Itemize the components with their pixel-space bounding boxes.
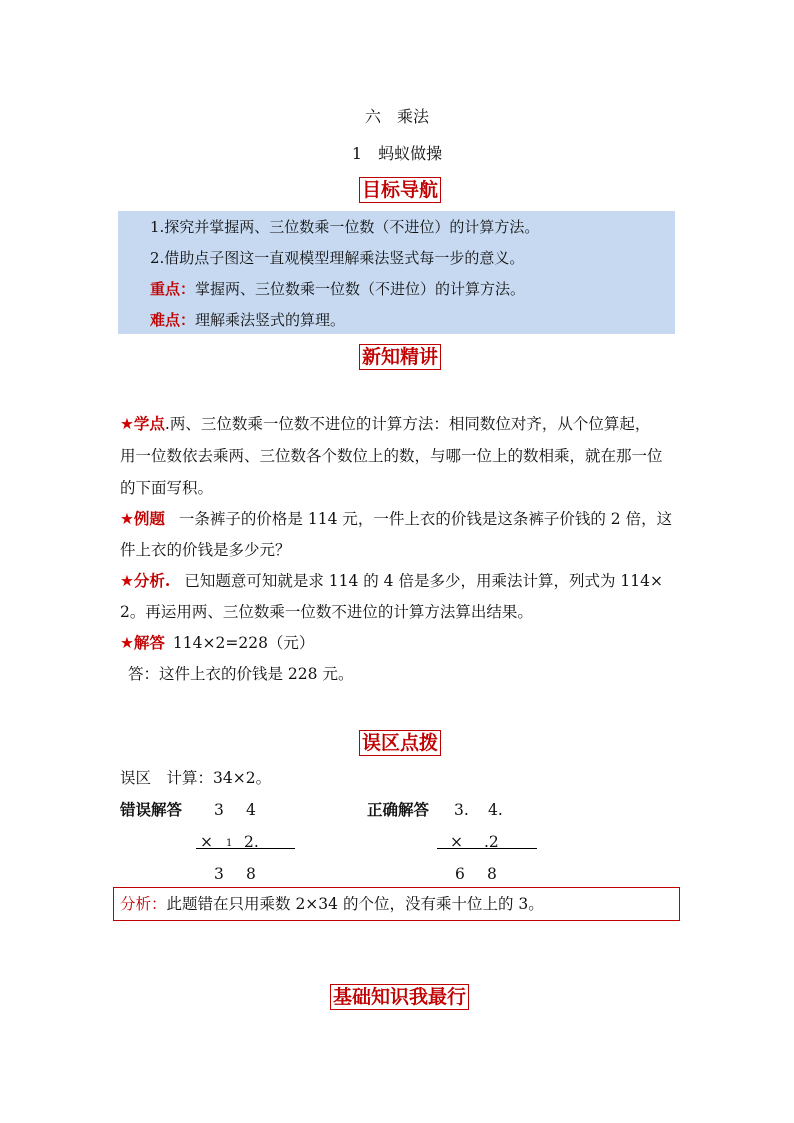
- goal-item-2: 2.借助点子图这一直观模型理解乘法竖式每一步的意义。: [150, 249, 525, 267]
- lesson-title: 1 蚂蚁做操: [351, 144, 443, 163]
- mistake-analysis-box: [113, 887, 680, 921]
- right-multiplier: .2: [484, 833, 499, 851]
- mistake-analysis-text: 此题错在只用乘数 2×34 的个位，没有乘十位上的 3。: [166, 895, 544, 913]
- analysis-line-2: 2。再运用两、三位数乘一位数不进位的计算方法算出结果。: [120, 603, 533, 621]
- right-underline: [437, 848, 537, 849]
- mistake-intro: 误区 计算：34×2。: [120, 769, 272, 787]
- wrong-top-digit-1: 3: [214, 801, 224, 819]
- wrong-underline: [196, 848, 295, 849]
- difficult-label: 难点：: [150, 311, 196, 329]
- analysis-line-1: [120, 571, 663, 591]
- mistake-analysis-line: [120, 894, 544, 914]
- mistake-analysis-label: 分析：: [120, 895, 167, 913]
- goals-title: 目标导航: [359, 177, 441, 203]
- star-icon: ★: [120, 510, 134, 528]
- right-solution-label: 正确解答: [367, 800, 430, 819]
- reply-line: 答：这件上衣的价钱是 228 元。: [128, 665, 354, 683]
- key-point: [150, 279, 525, 299]
- goal-item-1: 1.探究并掌握两、三位数乘一位数（不进位）的计算方法。: [150, 218, 540, 236]
- new-knowledge-title: 新知精讲: [359, 344, 441, 370]
- wrong-operator: ×: [200, 833, 213, 851]
- right-result-digit-2: 8: [487, 865, 497, 883]
- key-label: 重点：: [150, 280, 196, 298]
- right-top-digit-1: 3.: [454, 801, 469, 819]
- right-result-digit-1: 6: [455, 865, 465, 883]
- difficult-point: [150, 310, 345, 330]
- right-operator: ×: [450, 833, 463, 851]
- wrong-solution-label: 错误解答: [120, 800, 183, 819]
- example-line-2: 件上衣的价钱是多少元？: [120, 541, 291, 559]
- wrong-result-digit-1: 3: [214, 865, 224, 883]
- answer-text: 114×2=228（元）: [172, 634, 315, 652]
- wrong-top-digit-2: 4: [246, 801, 256, 819]
- example-line-1: [120, 509, 672, 529]
- difficult-text: 理解乘法竖式的算理。: [195, 311, 346, 329]
- analysis-text-1: 已知题意可知就是求 114 的 4 倍是多少，用乘法计算，列式为 114×: [184, 572, 663, 590]
- example-text-1: 一条裤子的价格是 114 元，一件上衣的价钱是这条裤子价钱的 2 倍，这: [178, 510, 673, 528]
- learn-label: 学点: [133, 414, 165, 433]
- right-top-digit-2: 4.: [488, 801, 503, 819]
- learn-point-line-1: [120, 414, 650, 434]
- answer-line: [120, 633, 314, 653]
- key-text: 掌握两、三位数乘一位数（不进位）的计算方法。: [195, 280, 526, 298]
- wrong-multiplier: 2.: [244, 833, 259, 851]
- wrong-carry: 1: [226, 838, 233, 849]
- star-icon: ★: [120, 415, 134, 433]
- basics-title: 基础知识我最行: [330, 984, 469, 1010]
- learn-text-1: .两、三位数乘一位数不进位的计算方法：相同数位对齐，从个位算起，: [164, 415, 651, 433]
- star-icon: ★: [120, 634, 134, 652]
- learn-point-line-3: 的下面写积。: [120, 479, 214, 497]
- answer-label: 解答: [133, 633, 165, 652]
- analysis-label: 分析.: [133, 571, 171, 590]
- learn-point-line-2: 用一位数依去乘两、三位数各个数位上的数，与哪一位上的数相乘，就在那一位: [120, 447, 663, 465]
- wrong-result-digit-2: 8: [246, 865, 256, 883]
- chapter-title: 六 乘法: [364, 107, 429, 126]
- goals-box: [118, 211, 675, 334]
- star-icon: ★: [120, 572, 134, 590]
- example-label: 例题: [133, 509, 165, 528]
- mistakes-title: 误区点拨: [359, 730, 441, 756]
